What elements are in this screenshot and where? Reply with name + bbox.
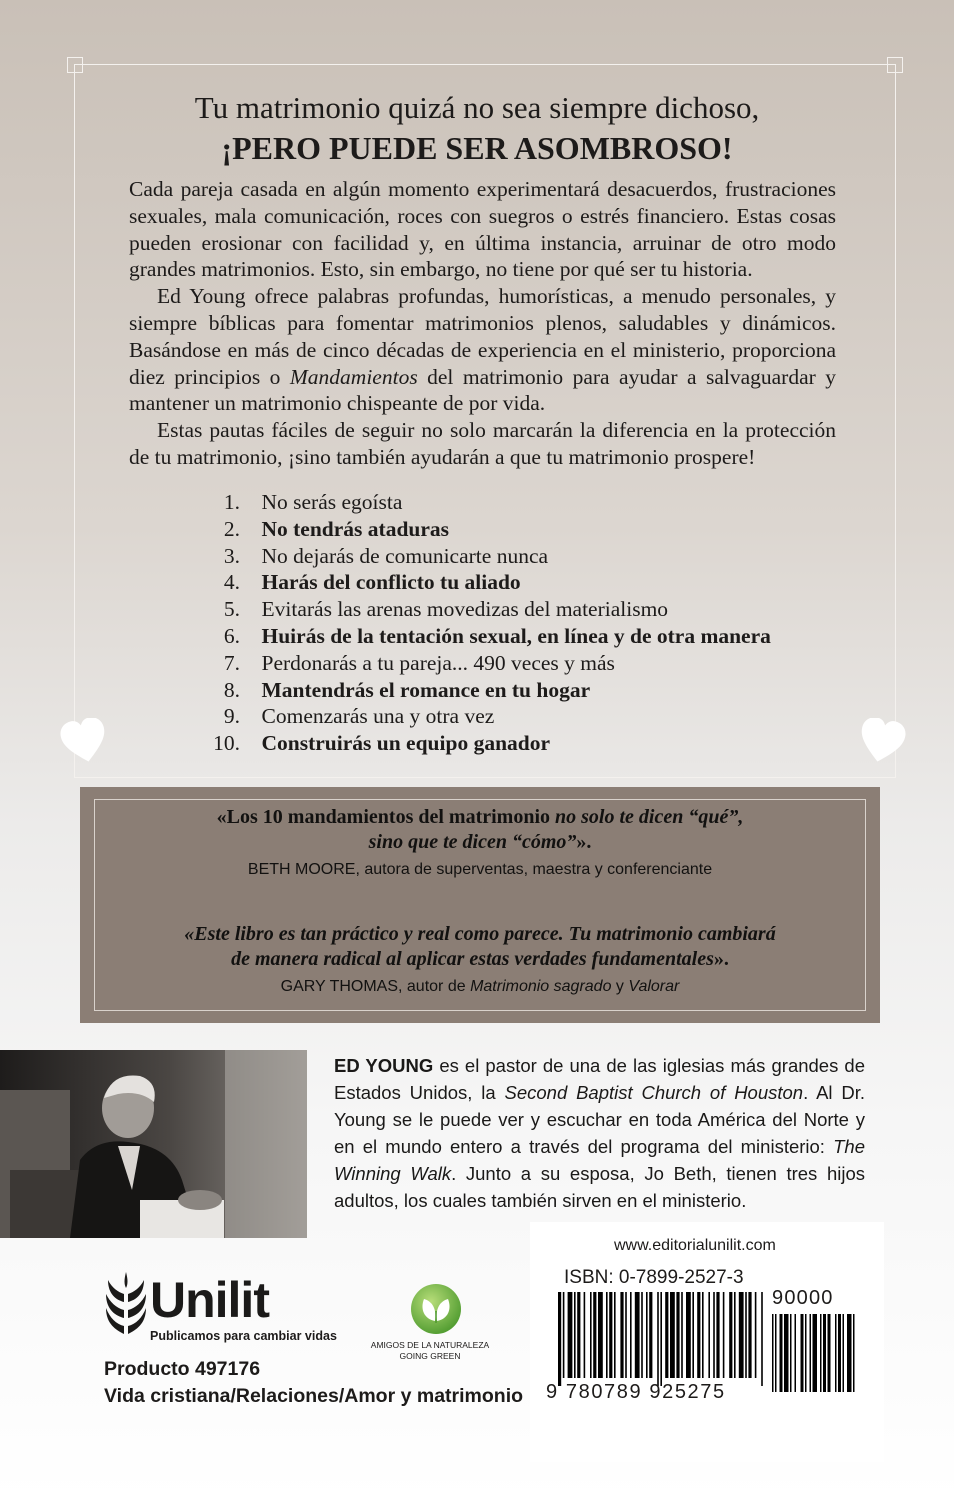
headline-line1: Tu matrimonio quizá no sea siempre dichoso,	[194, 90, 760, 125]
endorsement-gary-thomas	[80, 922, 880, 998]
commandments-list	[166, 489, 771, 757]
headline	[0, 88, 954, 168]
barcode-bar	[686, 1292, 691, 1378]
list-item: 9. Comenzarás una y otra vez	[223, 704, 495, 729]
barcode-bar	[563, 1292, 565, 1378]
barcode-bar	[574, 1292, 576, 1378]
barcode-addon-bar	[805, 1314, 807, 1392]
heart-icon	[60, 718, 108, 764]
barcode-addon-bar	[853, 1314, 855, 1392]
barcode-bar	[739, 1292, 744, 1378]
barcode-bar	[590, 1292, 592, 1378]
barcode-addon-bar	[847, 1314, 852, 1392]
barcode-addon-bar	[820, 1314, 822, 1392]
barcode-bar	[670, 1292, 675, 1378]
barcode-bar	[620, 1292, 623, 1378]
publisher-website: www.editorialunilit.com	[614, 1237, 776, 1254]
barcode-bar	[713, 1292, 715, 1378]
barcode-addon-bar	[810, 1314, 812, 1392]
barcode-bar	[614, 1292, 616, 1378]
paragraph-2: Ed Young ofrece palabras profundas, humorísticas, a menudo personales, y siempre bíblicas para fomentar matrimonios plenos, saludables y dinámicos. Basándose en más de cinco décadas de experiencia en el ministerio, proporciona diez principios o Mandamientos del matrimonio para ayudar a salvaguardar y mantener un matrimonio chispeante de por vida.	[129, 284, 836, 416]
barcode-bar	[734, 1292, 736, 1378]
barcode-addon-bar	[828, 1314, 831, 1392]
list-item: 7. Perdonarás a tu pareja... 490 veces y más	[223, 650, 615, 675]
frame-corner	[887, 57, 903, 73]
barcode-addon-bar	[772, 1314, 774, 1392]
barcode-bar	[676, 1292, 679, 1378]
publisher-logo-name: Unilit	[150, 1272, 269, 1328]
list-item: 3. No dejarás de comunicarte nunca	[223, 543, 549, 568]
going-green-leaf-icon	[410, 1283, 462, 1335]
barcode-addon-bar	[843, 1314, 845, 1392]
barcode-bar	[568, 1292, 573, 1378]
barcode-bar	[665, 1292, 668, 1378]
barcode-bar	[681, 1292, 683, 1378]
going-green-label: AMIGOS DE LA NATURALEZA GOING GREEN	[370, 1340, 490, 1361]
barcode-bar	[606, 1292, 608, 1378]
barcode-bar	[723, 1292, 725, 1378]
heart-icon	[858, 718, 906, 764]
quote-text: sino que te dicen “cómo”».	[368, 831, 592, 853]
barcode-bar	[755, 1292, 757, 1378]
barcode-bar	[635, 1292, 640, 1378]
product-info	[104, 1356, 523, 1410]
isbn-number: ISBN: 0-7899-2527-3	[564, 1267, 744, 1288]
author-photo	[0, 1050, 307, 1238]
publisher-tagline: Publicamos para cambiar vidas	[150, 1329, 337, 1343]
headline-line2: ¡PERO PUEDE SER ASOMBROSO!	[221, 130, 733, 166]
barcode-addon-bar	[823, 1314, 826, 1392]
barcode-bar	[692, 1292, 694, 1378]
barcode-bar	[598, 1292, 603, 1378]
barcode-bar	[729, 1292, 732, 1378]
author-bio: ED YOUNG es el pastor de una de las iglesias más grandes de Estados Unidos, la Second Baptist Church of Houston. Al Dr. Young se le puede ver y escuchar en toda América del Norte y en el mundo entero a través del programa del ministerio: The Winning Walk. Junto a su esposa, Jo Beth, tienen tres hijos adultos, los cuales también sirven en el ministerio.	[334, 1055, 865, 1211]
author-photo-image	[0, 1050, 307, 1238]
barcode-bar	[593, 1292, 596, 1378]
list-item: 1. No serás egoísta	[223, 490, 403, 514]
barcode-bar	[745, 1292, 747, 1378]
description	[129, 176, 836, 471]
barcode-addon-bar	[835, 1314, 837, 1392]
barcode-bar	[584, 1292, 586, 1378]
barcode-addon-bar	[790, 1314, 792, 1392]
frame-corner	[67, 57, 83, 73]
barcode-bar	[646, 1292, 648, 1378]
barcode-addon-bar	[775, 1314, 777, 1392]
paragraph-1: Cada pareja casada en algún momento experimentará desacuerdos, frustraciones sexuales, mala comunicación, roces con suegros o estrés financiero. Estas cosas pueden erosionar con facilidad y, en última instancia, arruinar de otro modo grandes matrimonios. Esto, sin embargo, no tiene por qué ser tu historia.	[129, 177, 836, 282]
unilit-logo-icon	[104, 1270, 148, 1336]
barcode-bar	[748, 1292, 751, 1378]
barcode-addon-bar	[838, 1314, 841, 1392]
barcode-addon-bar	[795, 1314, 797, 1392]
barcode-bar	[641, 1292, 643, 1378]
product-category: Vida cristiana/Relaciones/Amor y matrimonio	[104, 1385, 524, 1407]
barcode-bar	[630, 1292, 632, 1378]
quote-attribution: BETH MOORE, autora de superventas, maestra y conferenciante	[247, 861, 713, 878]
list-item: 8. Mantendrás el romance en tu hogar	[223, 677, 591, 702]
barcode-bar	[649, 1292, 652, 1378]
barcode-addon-bar	[780, 1314, 783, 1392]
endorsement-beth-moore	[80, 805, 880, 881]
barcode-addon-bar	[813, 1314, 818, 1392]
barcode-bar	[697, 1292, 700, 1378]
list-item: 4. Harás del conflicto tu aliado	[223, 570, 521, 595]
barcode-bar	[716, 1292, 719, 1378]
paragraph-3: Estas pautas fáciles de seguir no solo marcarán la diferencia en la protección de tu matrimonio, ¡sino también ayudarán a que tu matrimonio prospere!	[129, 418, 836, 469]
list-item: 2. No tendrás ataduras	[223, 516, 450, 541]
quote-text: de manera radical al aplicar estas verdades fundamentales».	[231, 948, 729, 970]
barcode-bar	[558, 1292, 561, 1386]
list-item: 10. Construirás un equipo ganador	[213, 731, 551, 756]
barcode-bar	[657, 1292, 659, 1386]
barcode-bar	[660, 1292, 662, 1386]
list-item: 5. Evitarás las arenas movedizas del materialismo	[223, 597, 669, 622]
price-code: 90000	[772, 1287, 834, 1309]
barcode-bar	[577, 1292, 580, 1378]
barcode-bar	[609, 1292, 612, 1378]
quote-text: «Este libro es tan práctico y real como parece. Tu matrimonio cambiará	[184, 923, 776, 945]
product-code: Producto 497176	[104, 1358, 261, 1380]
barcode-addon-bar	[784, 1314, 789, 1392]
barcode-bar	[708, 1292, 710, 1378]
list-item: 6. Huirás de la tentación sexual, en línea y de otra manera	[223, 623, 771, 648]
ean-number: 9 780789 925275	[546, 1381, 726, 1403]
barcode-bar	[702, 1292, 704, 1378]
barcode-bar	[625, 1292, 627, 1378]
quote-text: «Los 10 mandamientos del matrimonio no solo te dicen “qué”,	[216, 806, 744, 828]
barcode-bar	[761, 1292, 763, 1386]
quote-attribution: GARY THOMAS, autor de Matrimonio sagrado y Valorar	[280, 978, 680, 995]
barcode-addon-bar	[801, 1314, 804, 1392]
